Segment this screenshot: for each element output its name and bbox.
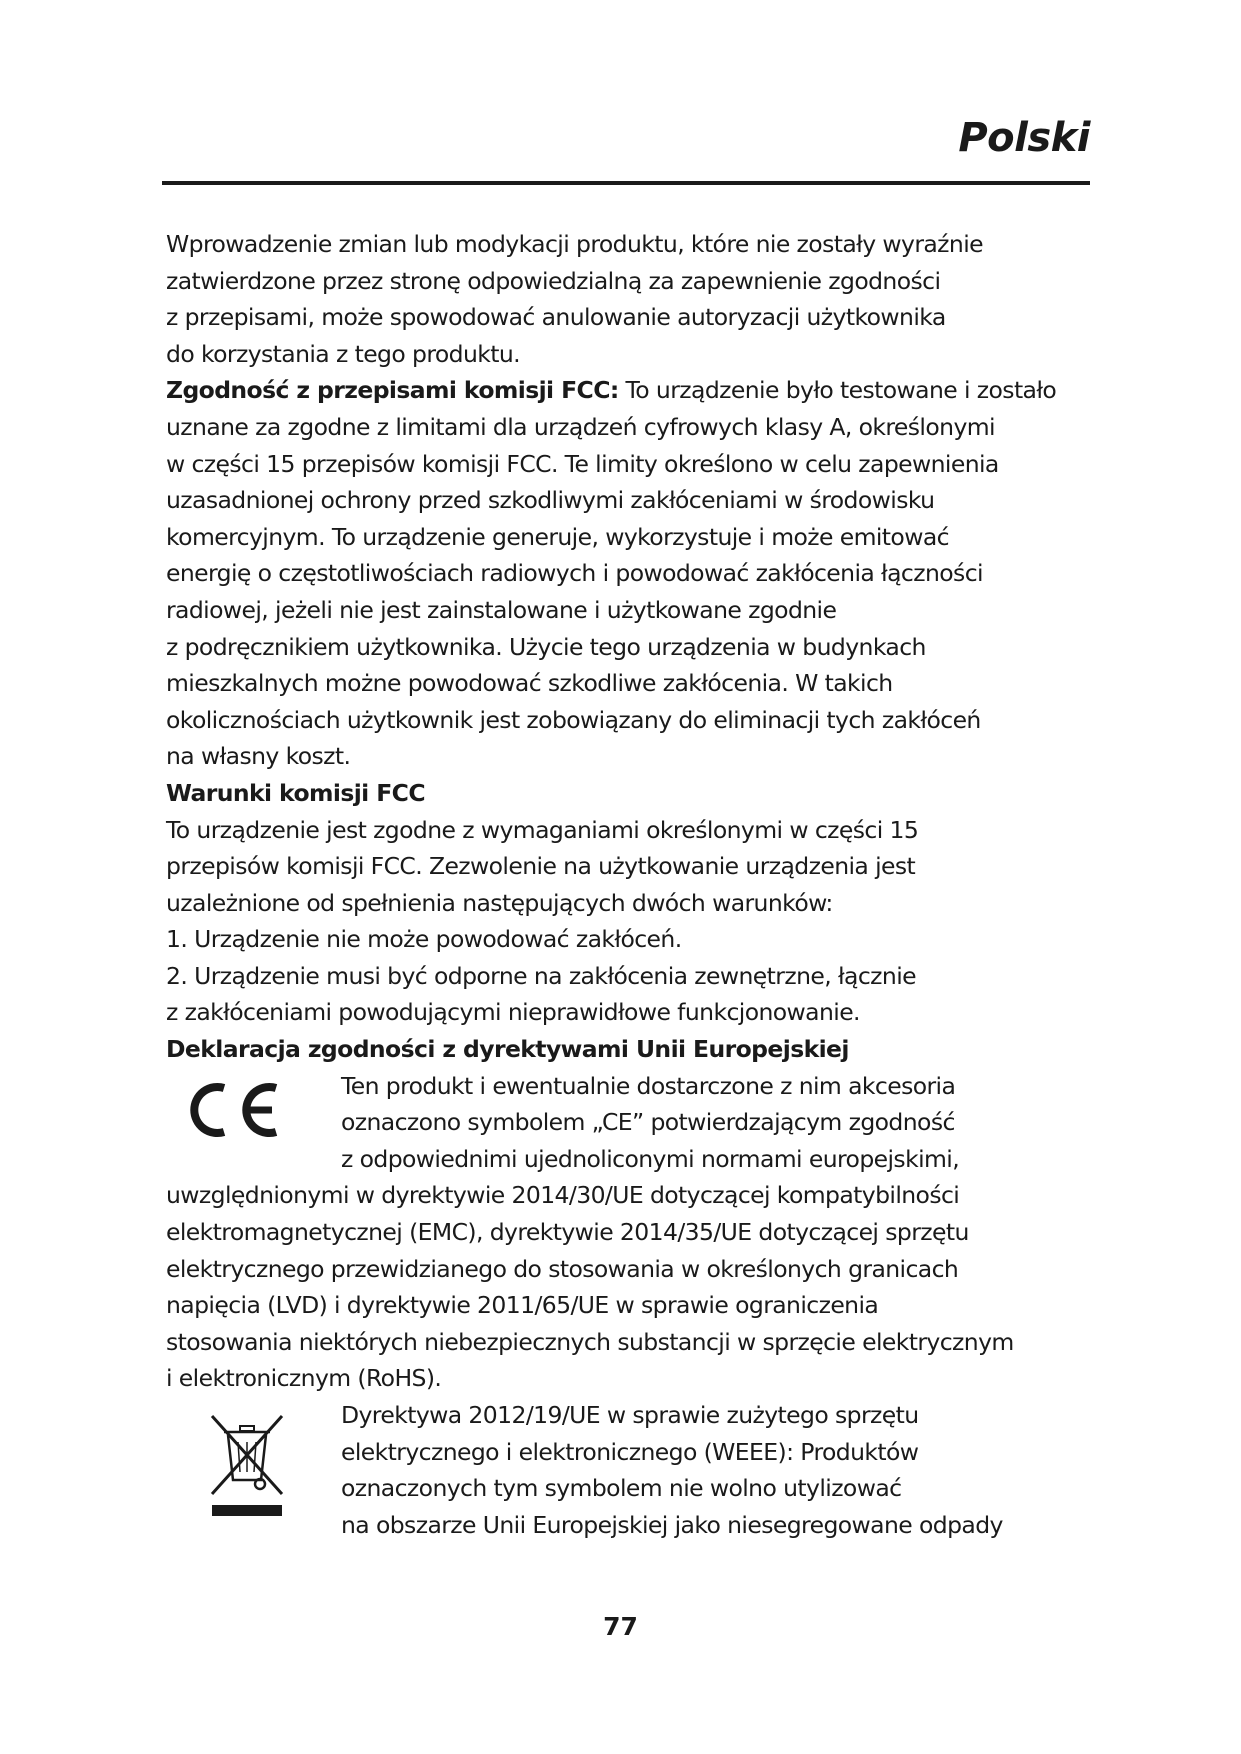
text-line: przepisów komisji FCC. Zezwolenie na użytkowanie urządzenia jest <box>166 852 916 881</box>
fcc-conditions-section <box>166 775 1096 1031</box>
text-line: napięcia (LVD) i dyrektywie 2011/65/UE w sprawie ograniczenia <box>166 1291 879 1320</box>
fcc-compliance-paragraph <box>166 372 1096 775</box>
text-line: oznaczonych tym symbolem nie wolno utylizować <box>341 1474 902 1503</box>
text-line: uwzględnionymi w dyrektywie 2014/30/UE dotyczącej kompatybilności <box>166 1181 960 1210</box>
text-line: i elektronicznym (RoHS). <box>166 1364 442 1393</box>
condition-item-2: 2. Urządzenie musi być odporne na zakłócenia zewnętrzne, łącznie <box>166 961 916 990</box>
weee-block <box>166 1397 1096 1543</box>
text-line <box>166 372 1096 409</box>
text-line: uznane za zgodne z limitami dla urządzeń cyfrowych klasy A, określonymi <box>166 412 995 441</box>
text-line: Dyrektywa 2012/19/UE w sprawie zużytego sprzętu <box>341 1401 919 1429</box>
text-line: zatwierdzone przez stronę odpowiedzialną za zapewnienie zgodności <box>166 266 941 295</box>
text-line: elektrycznego i elektronicznego (WEEE): Produktów <box>341 1437 919 1466</box>
text-line: na obszarze Unii Europejskiej jako niesegregowane odpady <box>341 1510 1003 1539</box>
page-number: 77 <box>603 1612 638 1641</box>
text-line: Wprowadzenie zmian lub modykacji produktu, które nie zostały wyraźnie <box>166 230 983 258</box>
text-line: To urządzenie jest zgodne z wymaganiami określonymi w części 15 <box>166 815 919 844</box>
text-line: w części 15 przepisów komisji FCC. Te limity określono w celu zapewnienia <box>166 449 999 478</box>
page-header <box>162 115 1090 161</box>
ce-mark-icon <box>184 1080 284 1140</box>
text-line: Ten produkt i ewentualnie dostarczone z nim akcesoria <box>341 1071 956 1100</box>
intro-paragraph <box>166 226 1096 372</box>
text-line: energię o częstotliwościach radiowych i powodować zakłócenia łączności <box>166 559 983 588</box>
text-line: uzasadnionej ochrony przed szkodliwymi zakłóceniami w środowisku <box>166 486 935 515</box>
text-line: do korzystania z tego produktu. <box>166 339 521 368</box>
text-line: stosowania niektórych niebezpiecznych substancji w sprzęcie elektrycznym <box>166 1327 1014 1356</box>
text-line: z przepisami, może spowodować anulowanie autoryzacji użytkownika <box>166 303 946 332</box>
text-line: oznaczono symbolem „CE” potwierdzającym zgodność <box>341 1108 955 1137</box>
text-line: uzależnione od spełnienia następujących dwóch warunków: <box>166 888 833 917</box>
text-line: na własny koszt. <box>166 742 351 771</box>
condition-item-1: 1. Urządzenie nie może powodować zakłóceń. <box>166 925 682 954</box>
text-line: mieszkalnych możne powodować szkodliwe zakłócenia. W takich <box>166 669 893 698</box>
fcc-compliance-heading: Zgodność z przepisami komisji FCC: <box>166 376 619 405</box>
header-divider <box>162 181 1090 185</box>
text-line: elektromagnetycznej (EMC), dyrektywie 2014/35/UE dotyczącej sprzętu <box>166 1218 969 1247</box>
text-line: elektrycznego przewidzianego do stosowania w określonych granicach <box>166 1254 959 1283</box>
text-line: z odpowiednimi ujednoliconymi normami europejskimi, <box>341 1144 960 1173</box>
language-title: Polski <box>958 115 1090 161</box>
text-line: okolicznościach użytkownik jest zobowiązany do eliminacji tych zakłóceń <box>166 705 981 734</box>
eu-declaration-section <box>166 1031 1096 1068</box>
fcc-conditions-heading: Warunki komisji FCC <box>166 778 425 807</box>
text-fragment: To urządzenie było testowane i zostało <box>618 376 1057 405</box>
ce-block <box>166 1068 1096 1178</box>
eu-declaration-paragraph <box>166 1177 1096 1397</box>
text-line: radiowej, jeżeli nie jest zainstalowane i użytkowane zgodnie <box>166 595 837 624</box>
text-line: komercyjnym. To urządzenie generuje, wykorzystuje i może emitować <box>166 522 949 551</box>
crossed-out-wheelie-bin-icon <box>198 1402 296 1520</box>
eu-declaration-heading: Deklaracja zgodności z dyrektywami Unii Europejskiej <box>166 1035 849 1064</box>
text-line: z zakłóceniami powodującymi nieprawidłowe funkcjonowanie. <box>166 998 860 1027</box>
text-line: z podręcznikiem użytkownika. Użycie tego urządzenia w budynkach <box>166 632 926 661</box>
document-body <box>166 226 1096 1543</box>
